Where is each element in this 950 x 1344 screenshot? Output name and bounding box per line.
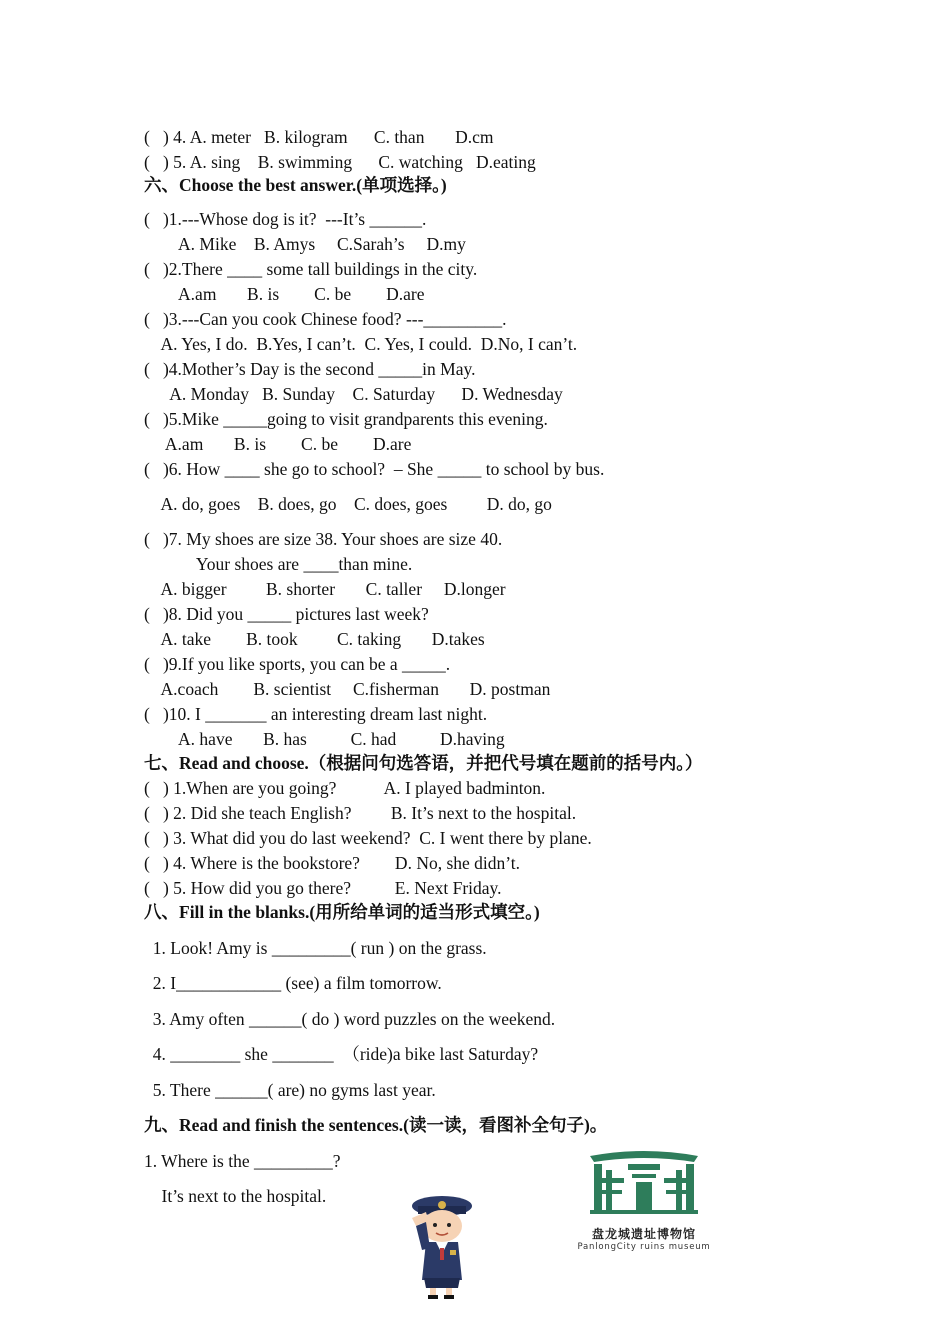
q9-1-line: 1. Where is the _________? <box>144 1151 341 1171</box>
section-eight-heading: 八、Fill in the blanks.(用所给单词的适当形式填空。) <box>144 902 540 922</box>
section-seven-heading: 七、Read and choose.（根据问句选答语，并把代号填在题前的括号内。） <box>144 753 703 773</box>
section-six-heading: 六、Choose the best answer.(单项选择。) <box>144 175 447 195</box>
q9-1-answer-line: It’s next to the hospital. <box>144 1186 327 1206</box>
q6-3-options: A. Yes, I do. B.Yes, I can’t. C. Yes, I could. D.No, I can’t. <box>144 334 578 354</box>
q6-1-line: ( )1.---Whose dog is it? ---It’s ______. <box>144 209 427 229</box>
q6-10-line: ( )10. I _______ an interesting dream last night. <box>144 704 488 724</box>
q6-9-options: A.coach B. scientist C.fisherman D. postman <box>144 679 551 699</box>
q8-5-line: 5. There ______( are) no gyms last year. <box>144 1080 436 1100</box>
q6-5-options: A.am B. is C. be D.are <box>144 434 412 454</box>
q7-1-line: ( ) 1.When are you going? A. I played badminton. <box>144 778 546 798</box>
q8-1-line: 1. Look! Amy is _________( run ) on the grass. <box>144 938 487 958</box>
q5-4-line: ( ) 4. A. meter B. kilogram C. than D.cm <box>144 127 494 147</box>
q7-2-line: ( ) 2. Did she teach English? B. It’s next to the hospital. <box>144 803 577 823</box>
q6-3-line: ( )3.---Can you cook Chinese food? ---_________. <box>144 309 507 329</box>
section-nine-heading: 九、Read and finish the sentences.(读一读，看图补全句子)。 <box>144 1115 608 1135</box>
q8-2-line: 2. I____________ (see) a film tomorrow. <box>144 973 442 993</box>
q6-2-line: ( )2.There ____ some tall buildings in the city. <box>144 259 478 279</box>
q6-7-options: A. bigger B. shorter C. taller D.longer <box>144 579 506 599</box>
museum-name-cn: 盘龙城遗址博物馆 <box>591 1227 696 1241</box>
q6-8-line: ( )8. Did you _____ pictures last week? <box>144 604 429 624</box>
q6-10-options: A. have B. has C. had D.having <box>144 729 505 749</box>
q6-9-line: ( )9.If you like sports, you can be a _____. <box>144 654 451 674</box>
police-officer-icon <box>398 1192 482 1300</box>
museum-emblem-icon <box>566 1148 722 1218</box>
q6-2-options: A.am B. is C. be D.are <box>144 284 425 304</box>
q6-8-options: A. take B. took C. taking D.takes <box>144 629 485 649</box>
q7-5-line: ( ) 5. How did you go there? E. Next Friday. <box>144 878 502 898</box>
q6-5-line: ( )5.Mike _____going to visit grandparents this evening. <box>144 409 548 429</box>
q7-4-line: ( ) 4. Where is the bookstore? D. No, she didn’t. <box>144 853 521 873</box>
museum-name-en: PanlongCity ruins museum <box>577 1242 711 1252</box>
q6-7-line-2: Your shoes are ____than mine. <box>144 554 413 574</box>
q6-1-options: A. Mike B. Amys C.Sarah’s D.my <box>144 234 466 254</box>
q6-6-options: A. do, goes B. does, go C. does, goes D. do, go <box>144 494 552 514</box>
q6-4-options: A. Monday B. Sunday C. Saturday D. Wednesday <box>144 384 563 404</box>
q7-3-line: ( ) 3. What did you do last weekend? C. I went there by plane. <box>144 828 592 848</box>
q8-4-line: 4. ________ she _______ （ride)a bike last Saturday? <box>144 1044 539 1064</box>
q8-3-line: 3. Amy often ______( do ) word puzzles on the weekend. <box>144 1009 556 1029</box>
q6-6-line: ( )6. How ____ she go to school? – She _____ to school by bus. <box>144 459 605 479</box>
q6-7-line: ( )7. My shoes are size 38. Your shoes are size 40. <box>144 529 503 549</box>
museum-logo <box>566 1148 722 1252</box>
q6-4-line: ( )4.Mother’s Day is the second _____in May. <box>144 359 476 379</box>
q5-5-line: ( ) 5. A. sing B. swimming C. watching D.eating <box>144 152 536 172</box>
